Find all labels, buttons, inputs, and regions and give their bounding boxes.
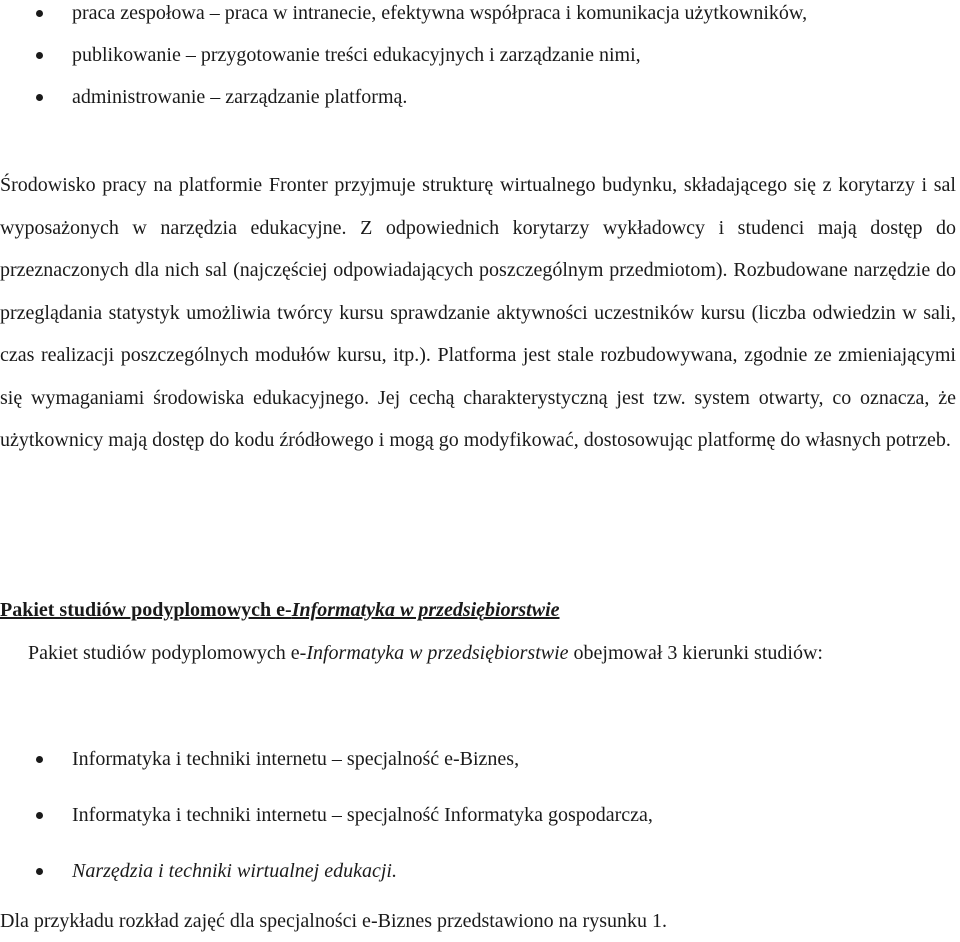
final-line: Dla przykładu rozkład zajęć dla specjalności e-Biznes przedstawiono na rysunku 1. <box>0 910 667 932</box>
bullet-icon <box>36 812 43 819</box>
bullet-icon <box>36 94 43 101</box>
list-item <box>0 843 960 899</box>
list-item-text: administrowanie – zarządzanie platformą. <box>72 86 408 108</box>
list-item-text: Narzędzia i techniki wirtualnej edukacji. <box>72 860 397 882</box>
paragraph-pakiet <box>0 632 956 675</box>
list-item <box>0 34 960 76</box>
list-item <box>0 0 960 34</box>
list-item <box>0 731 960 787</box>
study-programs-list <box>0 731 960 899</box>
section-heading <box>0 589 560 631</box>
section-heading-italic: Informatyka w przedsiębiorstwie <box>291 599 560 621</box>
bullet-icon <box>36 756 43 763</box>
bullet-icon <box>36 10 43 17</box>
paragraph-text: Pakiet studiów podyplomowych e- <box>28 642 307 664</box>
list-item-text: publikowanie – przygotowanie treści edukacyjnych i zarządzanie nimi, <box>72 44 641 66</box>
bullet-icon <box>36 868 43 875</box>
bullet-icon <box>36 52 43 59</box>
list-item-text: Informatyka i techniki internetu – specjalność e-Biznes, <box>72 748 520 770</box>
paragraph-text-end: obejmował 3 kierunki studiów: <box>568 642 823 664</box>
list-item <box>0 787 960 843</box>
section-heading-text: Pakiet studiów podyplomowych e- <box>0 599 292 621</box>
list-item-text: praca zespołowa – praca w intranecie, efektywna współpraca i komunikacja użytkowników, <box>72 2 808 24</box>
top-bullet-list <box>0 0 960 118</box>
list-item-text: Informatyka i techniki internetu – specjalność Informatyka gospodarcza, <box>72 804 653 826</box>
paragraph-fronter: Środowisko pracy na platformie Fronter przyjmuje strukturę wirtualnego budynku, składającego się z korytarzy i sal wyposażonych w narzędzia edukacyjne. Z odpowiednich korytarzy wykładowcy i studenci mają dostęp do przeznaczonych dla nich sal (najczęściej odpowiadających poszczególnym przedmiotom). Rozbudowane narzędzie do przeglądania statystyk umożliwia twórcy kursu sprawdzanie aktywności uczestników kursu (liczba odwiedzin w sali, czas realizacji poszczególnych modułów kursu, itp.). Platforma jest stale rozbudowywana, zgodnie ze zmieniającymi się wymaganiami środowiska edukacyjnego. Jej cechą charakterystyczną jest tzw. system otwarty, co oznacza, że użytkownicy mają dostęp do kodu źródłowego i mogą go modyfikować, dostosowując platformę do własnych potrzeb. <box>0 174 956 451</box>
paragraph-italic: Informatyka w przedsiębiorstwie <box>306 642 569 664</box>
list-item <box>0 76 960 118</box>
